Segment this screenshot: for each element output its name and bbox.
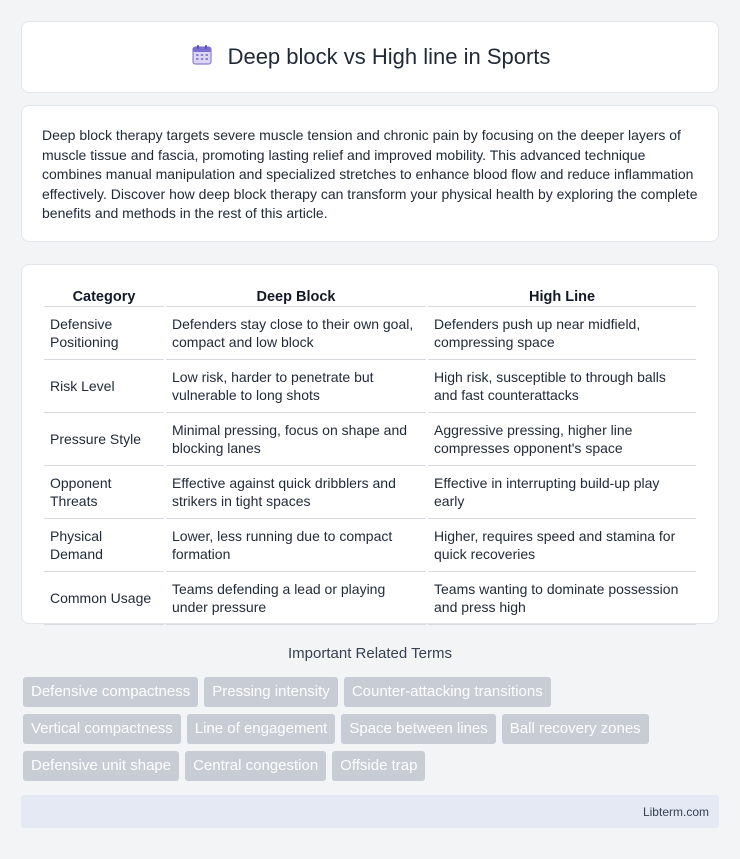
intro-card xyxy=(21,105,719,242)
intro-text: Deep block therapy targets severe muscle tension and chronic pain by focusing on the deeper layers of muscle tissue and fascia, promoting lasting relief and improved mobility. This advanced technique combines manual manipulation and specialized stretches to enhance blood flow and reduce inflammation effectively. Discover how deep block therapy can transform your physical health by exploring the complete benefits and methods in the rest of this article. xyxy=(42,127,698,221)
row-high-line: Higher, requires speed and stamina for quick recoveries xyxy=(428,519,696,572)
row-category: Opponent Threats xyxy=(44,466,164,519)
header-deep-block: Deep Block xyxy=(166,285,426,307)
row-category: Common Usage xyxy=(44,572,164,625)
related-term-tag[interactable]: Central congestion xyxy=(185,751,326,781)
row-category: Risk Level xyxy=(44,360,164,413)
row-deep-block: Effective against quick dribblers and strikers in tight spaces xyxy=(166,466,426,519)
page-title: Deep block vs High line in Sports xyxy=(227,44,551,69)
table-row xyxy=(44,466,696,519)
related-terms-list xyxy=(23,677,713,781)
related-term-tag[interactable]: Defensive compactness xyxy=(23,677,198,707)
row-high-line: Teams wanting to dominate possession and press high xyxy=(428,572,696,625)
table-header-row xyxy=(44,285,696,307)
related-term-tag[interactable]: Offside trap xyxy=(332,751,425,781)
comparison-table xyxy=(42,285,698,625)
table-row xyxy=(44,519,696,572)
row-high-line: Effective in interrupting build-up play early xyxy=(428,466,696,519)
footer xyxy=(21,795,719,828)
table-row xyxy=(44,572,696,625)
row-deep-block: Low risk, harder to penetrate but vulnerable to long shots xyxy=(166,360,426,413)
row-deep-block: Minimal pressing, focus on shape and blocking lanes xyxy=(166,413,426,466)
related-term-tag[interactable]: Defensive unit shape xyxy=(23,751,179,781)
table-row xyxy=(44,413,696,466)
footer-site-link[interactable]: Libterm.com xyxy=(642,804,709,819)
row-deep-block: Lower, less running due to compact formation xyxy=(166,519,426,572)
row-deep-block: Defenders stay close to their own goal, compact and low block xyxy=(166,307,426,360)
calendar-icon xyxy=(190,43,214,72)
related-term-tag[interactable]: Pressing intensity xyxy=(204,677,338,707)
row-category: Physical Demand xyxy=(44,519,164,572)
related-terms-title: Important Related Terms xyxy=(288,645,452,662)
table-row xyxy=(44,360,696,413)
row-high-line: Aggressive pressing, higher line compresses opponent's space xyxy=(428,413,696,466)
related-term-tag[interactable]: Space between lines xyxy=(341,714,495,744)
row-category: Pressure Style xyxy=(44,413,164,466)
header-high-line: High Line xyxy=(428,285,696,307)
related-term-tag[interactable]: Counter-attacking transitions xyxy=(344,677,551,707)
row-deep-block: Teams defending a lead or playing under pressure xyxy=(166,572,426,625)
comparison-table-card xyxy=(21,264,719,624)
row-high-line: Defenders push up near midfield, compressing space xyxy=(428,307,696,360)
table-row xyxy=(44,307,696,360)
row-category: Defensive Positioning xyxy=(44,307,164,360)
title-wrap xyxy=(190,43,551,72)
row-high-line: High risk, susceptible to through balls and fast counterattacks xyxy=(428,360,696,413)
related-term-tag[interactable]: Ball recovery zones xyxy=(502,714,649,744)
related-term-tag[interactable]: Vertical compactness xyxy=(23,714,181,744)
header-category: Category xyxy=(44,285,164,307)
related-term-tag[interactable]: Line of engagement xyxy=(187,714,336,744)
header-card xyxy=(21,21,719,93)
